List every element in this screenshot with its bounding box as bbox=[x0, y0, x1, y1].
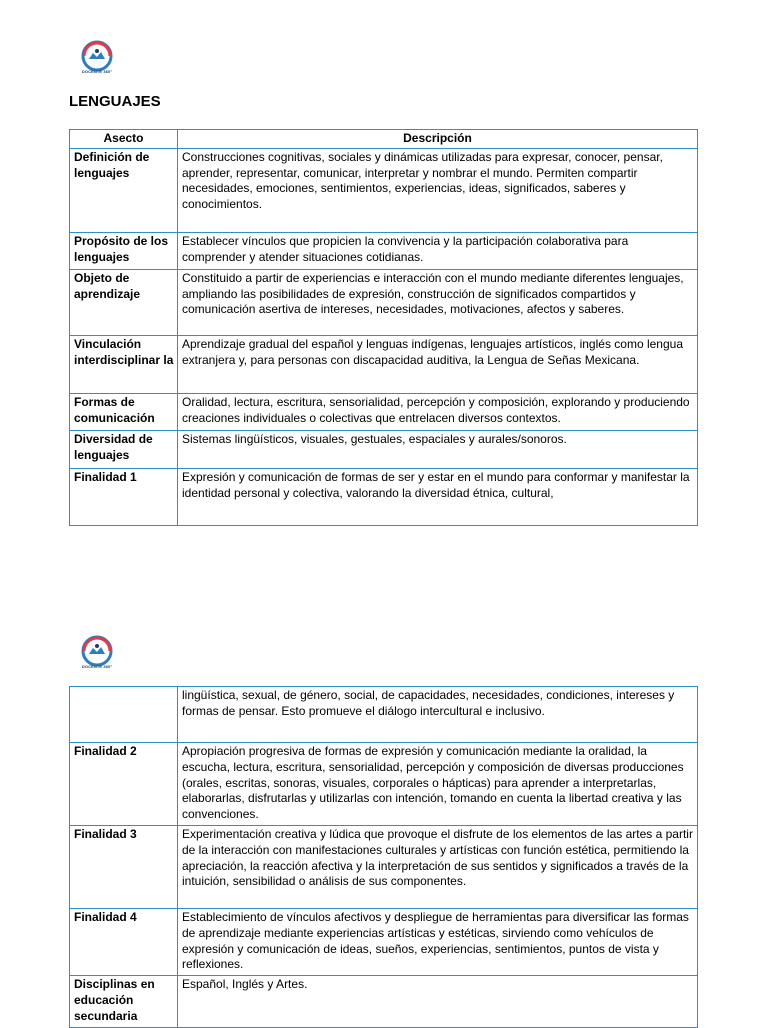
table-header-row bbox=[70, 130, 698, 149]
logo-caption: DOCENTE 360° bbox=[81, 664, 113, 669]
description-cell: Expresión y comunicación de formas de ser y estar en el mundo para conformar y manifestar la identidad personal y colectiva, valorando la diversidad étnica, cultural, bbox=[178, 468, 698, 525]
aspect-cell: Finalidad 3 bbox=[70, 825, 178, 908]
description-cell: Oralidad, lectura, escritura, sensorialidad, percepción y composición, explorando y produciendo creaciones individuales o colectivas que entrelacen diversos contextos. bbox=[178, 393, 698, 430]
description-cell: Establecimiento de vínculos afectivos y despliegue de herramientas para diversificar las formas de aprendizaje mediante experiencias artísticas y estéticas, sirviendo como vehículos de expresión y comunicación de ideas, sueños, experiencias, sentimientos, puntos de vista y reflexiones. bbox=[178, 908, 698, 975]
aspect-cell: Diversidad de lenguajes bbox=[70, 430, 178, 468]
aspect-cell: Finalidad 4 bbox=[70, 908, 178, 975]
aspect-cell: Formas de comunicación bbox=[70, 393, 178, 430]
description-cell: Sistemas lingüísticos, visuales, gestuales, espaciales y aurales/sonoros. bbox=[178, 430, 698, 468]
aspect-cell bbox=[70, 687, 178, 743]
description-cell: Apropiación progresiva de formas de expresión y comunicación mediante la oralidad, la escucha, lectura, escritura, sensorialidad, percepción y composición de diversas producciones (orales, escritas, sonoras, visuales, corporales o hápticas) para aprender a interpretarlas, elaborarlas, disfrutarlas y utilizarlas con intención, tomando en cuenta la libertad creativa y las convenciones. bbox=[178, 743, 698, 826]
description-cell: Aprendizaje gradual del español y lenguas indígenas, lenguajes artísticos, inglés como lengua extranjera y, para personas con discapacidad auditiva, la Lengua de Señas Mexicana. bbox=[178, 335, 698, 393]
table-row bbox=[70, 687, 698, 743]
page-title: LENGUAJES bbox=[69, 93, 161, 110]
docente-logo-icon bbox=[73, 40, 121, 72]
table-row bbox=[70, 148, 698, 232]
docente-logo-icon bbox=[73, 635, 121, 667]
docente-logo bbox=[73, 635, 121, 675]
docente-logo bbox=[73, 40, 121, 80]
table-row bbox=[70, 743, 698, 826]
description-cell: Experimentación creativa y lúdica que provoque el disfrute de los elementos de las artes a partir de la interacción con manifestaciones culturales y artísticas con función estética, permitiendo la apreciación, la reacción afectiva y la interpretación de sus sentidos y significados a través de la intuición, sensibilidad o análisis de sus componentes. bbox=[178, 825, 698, 908]
table-row bbox=[70, 468, 698, 525]
aspect-cell: Finalidad 2 bbox=[70, 743, 178, 826]
aspect-cell: Vinculación interdisciplinar la bbox=[70, 335, 178, 393]
lenguajes-table-page-1 bbox=[69, 129, 698, 526]
aspect-cell: Finalidad 1 bbox=[70, 468, 178, 525]
column-header-aspect: Asecto bbox=[70, 130, 178, 149]
table-row bbox=[70, 393, 698, 430]
table-row bbox=[70, 335, 698, 393]
description-cell: Español, Inglés y Artes. bbox=[178, 976, 698, 1027]
description-cell: Construcciones cognitivas, sociales y dinámicas utilizadas para expresar, conocer, pensar, aprender, representar, comunicar, interpretar y nombrar el mundo. Permiten compartir necesidades, emociones, sentimientos, experiencias, ideas, significados, saberes y conocimientos. bbox=[178, 148, 698, 232]
column-header-description: Descripción bbox=[178, 130, 698, 149]
aspect-cell: Propósito de los lenguajes bbox=[70, 232, 178, 269]
table-row bbox=[70, 825, 698, 908]
description-cell: Establecer vínculos que propicien la convivencia y la participación colaborativa para comprender y atender situaciones cotidianas. bbox=[178, 232, 698, 269]
description-cell: Constituido a partir de experiencias e interacción con el mundo mediante diferentes lenguajes, ampliando las posibilidades de expresión, construcción de significados compartidos y comunicación asertiva de intereses, necesidades, motivaciones, afectos y saberes. bbox=[178, 269, 698, 335]
table-row bbox=[70, 430, 698, 468]
aspect-cell: Objeto de aprendizaje bbox=[70, 269, 178, 335]
aspect-cell: Definición de lenguajes bbox=[70, 148, 178, 232]
table-row bbox=[70, 908, 698, 975]
aspect-cell: Disciplinas en educación secundaria bbox=[70, 976, 178, 1027]
table-row bbox=[70, 269, 698, 335]
table-row bbox=[70, 232, 698, 269]
logo-caption: DOCENTE 360° bbox=[81, 69, 113, 74]
lenguajes-table-page-2 bbox=[69, 686, 698, 1028]
description-cell: lingüística, sexual, de género, social, de capacidades, necesidades, condiciones, intereses y formas de pensar. Esto promueve el diálogo intercultural e inclusivo. bbox=[178, 687, 698, 743]
table-row bbox=[70, 976, 698, 1027]
